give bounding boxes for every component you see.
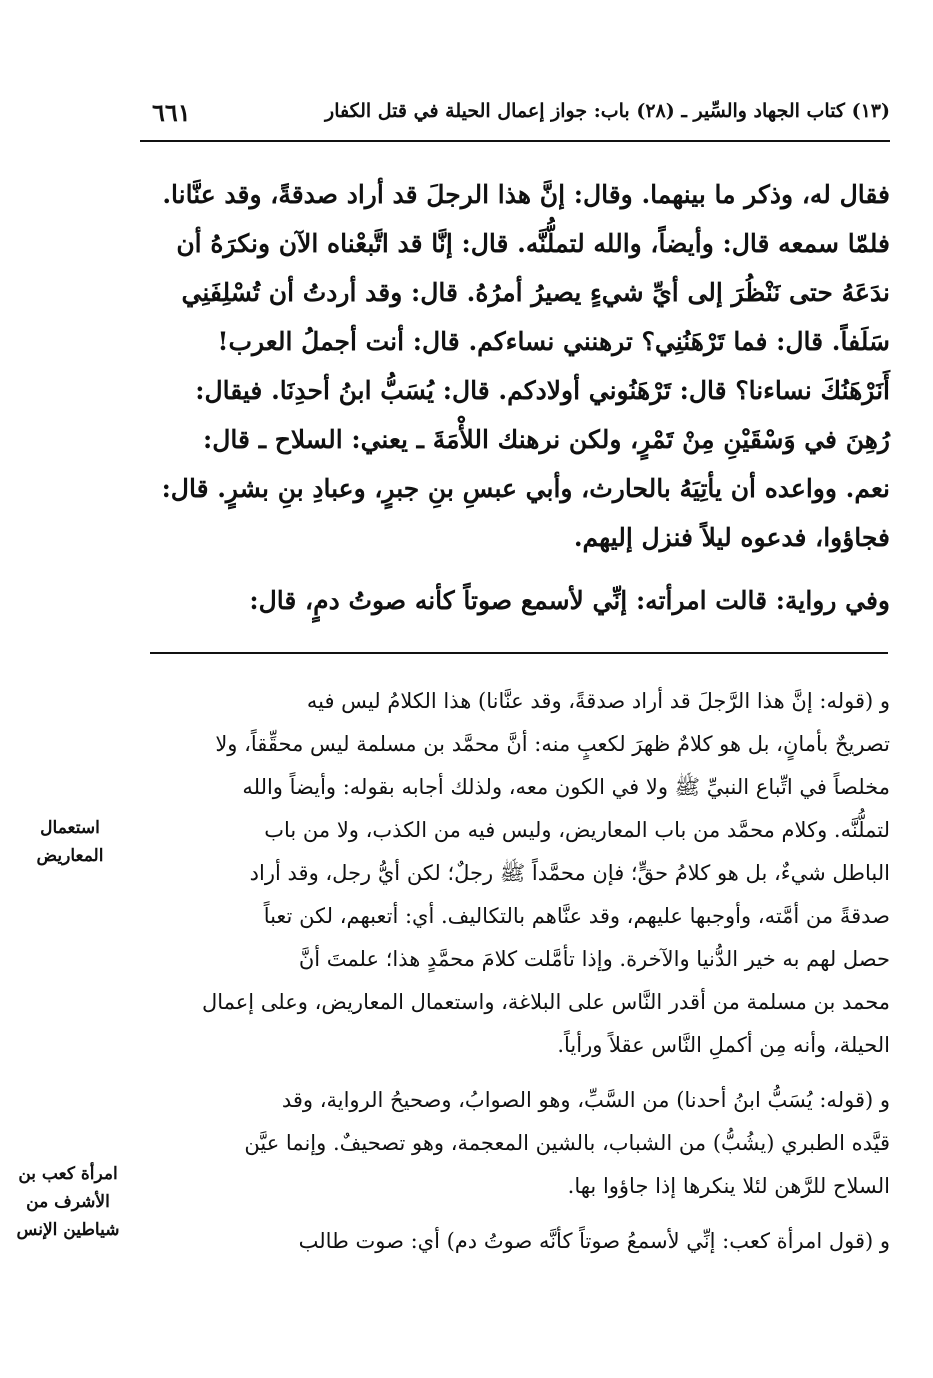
commentary-divider — [150, 652, 888, 654]
commentary-line: لتملُّنَّه. وكلام محمَّد من باب المعاريض، وليس فيه من الكذب، ولا من باب — [264, 818, 890, 842]
header-rule — [140, 140, 890, 142]
commentary-paragraph — [140, 680, 890, 1067]
margin-note-line: شياطين الإنس — [16, 1220, 120, 1240]
text-line: سَلَفاً. قال: فما تَرْهَنُنِي؟ ترهنني نساءكم. قال: أنت أجملُ العرب! — [217, 327, 890, 356]
page-header — [140, 98, 890, 134]
text-line: نعم. وواعده أن يأتِيَهُ بالحارث، وأبي عبسِ بنِ جبرٍ، وعبادِ بنِ بشرٍ. قال: — [161, 474, 890, 503]
commentary — [140, 680, 890, 1263]
running-title: (١٣) كتاب الجهاد والسِّير ـ (٢٨) باب: جواز إعمال الحيلة في قتل الكفار — [325, 100, 890, 122]
margin-note-maarid — [10, 814, 130, 870]
commentary-line: قيَّده الطبري (يشُبُّ) من الشباب، بالشين المعجمة، وهو تصحيفٌ. وإنما عيَّن — [244, 1131, 890, 1155]
commentary-line: السلاح للرَّهن لئلا ينكرها إذا جاؤوا بها. — [567, 1174, 890, 1198]
commentary-line: و (قول امرأة كعب: إنِّي لأسمعُ صوتاً كأنَّه صوتُ دم) أي: صوت طالب — [298, 1229, 890, 1253]
margin-note-kaab-wife — [4, 1160, 132, 1244]
commentary-line: مخلصاً في اتِّباع النبيِّ ﷺ ولا في الكون معه، ولذلك أجابه بقوله: وأيضاً والله — [242, 775, 890, 799]
margin-note-line: امرأة كعب بن — [18, 1164, 118, 1184]
commentary-line: صدقةً من أمَّته، وأوجبها عليهم، وقد عنَّاهم بالتكاليف. أي: أتعبهم، لكن تعباً — [263, 904, 890, 928]
text-line: فجاؤوا، فدعوه ليلاً فنزل إليهم. — [573, 523, 890, 552]
commentary-line: و (قوله: يُسَبُّ ابنُ أحدنا) من السَّبِّ، وهو الصوابُ، وصحيحُ الرواية، وقد — [281, 1088, 890, 1112]
commentary-line: و (قوله: إنَّ هذا الرَّجلَ قد أراد صدقةً، وقد عنَّانا) هذا الكلامُ ليس فيه — [306, 689, 890, 713]
page-number: ٦٦١ — [152, 98, 191, 127]
riwaya-line: وفي رواية: قالت امرأته: إنِّي لأسمع صوتاً كأنه صوتُ دمٍ، قال: — [249, 586, 890, 615]
commentary-line: محمد بن مسلمة من أقدر النَّاس على البلاغة، واستعمال المعاريض، وعلى إعمال — [201, 990, 890, 1014]
commentary-line: الباطل شيءٌ، بل هو كلامُ حقٍّ؛ فإن محمَّداً ﷺ رجلٌ؛ لكن أيُّ رجل، وقد أراد — [249, 861, 890, 885]
commentary-line: حصل لهم به خير الدُّنيا والآخرة. وإذا تأمَّلت كلامَ محمَّدٍ هذا؛ علمتَ أنَّ — [298, 947, 890, 971]
text-line: ندَعَهُ حتى نَنْظُرَ إلى أيِّ شيءٍ يصيرُ أمرُهُ. قال: وقد أردتُ أن تُسْلِفَنِي — [181, 278, 890, 307]
margin-note-line: الأشرف من — [26, 1192, 110, 1212]
text-line: فلمّا سمعه قال: وأيضاً، والله لتملُّنَّه. قال: إنَّا قد اتَّبعْناه الآن ونكرَهُ أن — [176, 229, 890, 258]
hadith-text — [140, 170, 890, 625]
commentary-paragraph — [140, 1079, 890, 1208]
text-line: فقال له، وذكر ما بينهما. وقال: إنَّ هذا الرجلَ قد أراد صدقةً، وقد عنَّانا. — [162, 180, 890, 209]
margin-note-line: استعمال — [40, 818, 100, 838]
text-line: رُهِنَ في وَسْقَيْنِ مِنْ تَمْرٍ، ولكن نرهنك اللأْمَةَ ـ يعني: السلاح ـ قال: — [203, 425, 890, 454]
commentary-paragraph — [140, 1220, 890, 1263]
text-line: أَنَرْهَنُكَ نساءنا؟ قال: تَرْهَنُوني أولادكم. قال: يُسَبُّ ابنُ أحدِنَا. فيقال: — [195, 376, 890, 405]
commentary-line: الحيلة، وأنه مِن أكملِ النَّاس عقلاً ورأياً. — [557, 1033, 890, 1057]
commentary-line: تصريحٌ بأمانٍ، بل هو كلامٌ ظهرَ لكعبٍ منه: أنَّ محمَّد بن مسلمة ليس محقِّقاً، ولا — [215, 732, 890, 756]
margin-note-line: المعاريض — [36, 846, 104, 866]
